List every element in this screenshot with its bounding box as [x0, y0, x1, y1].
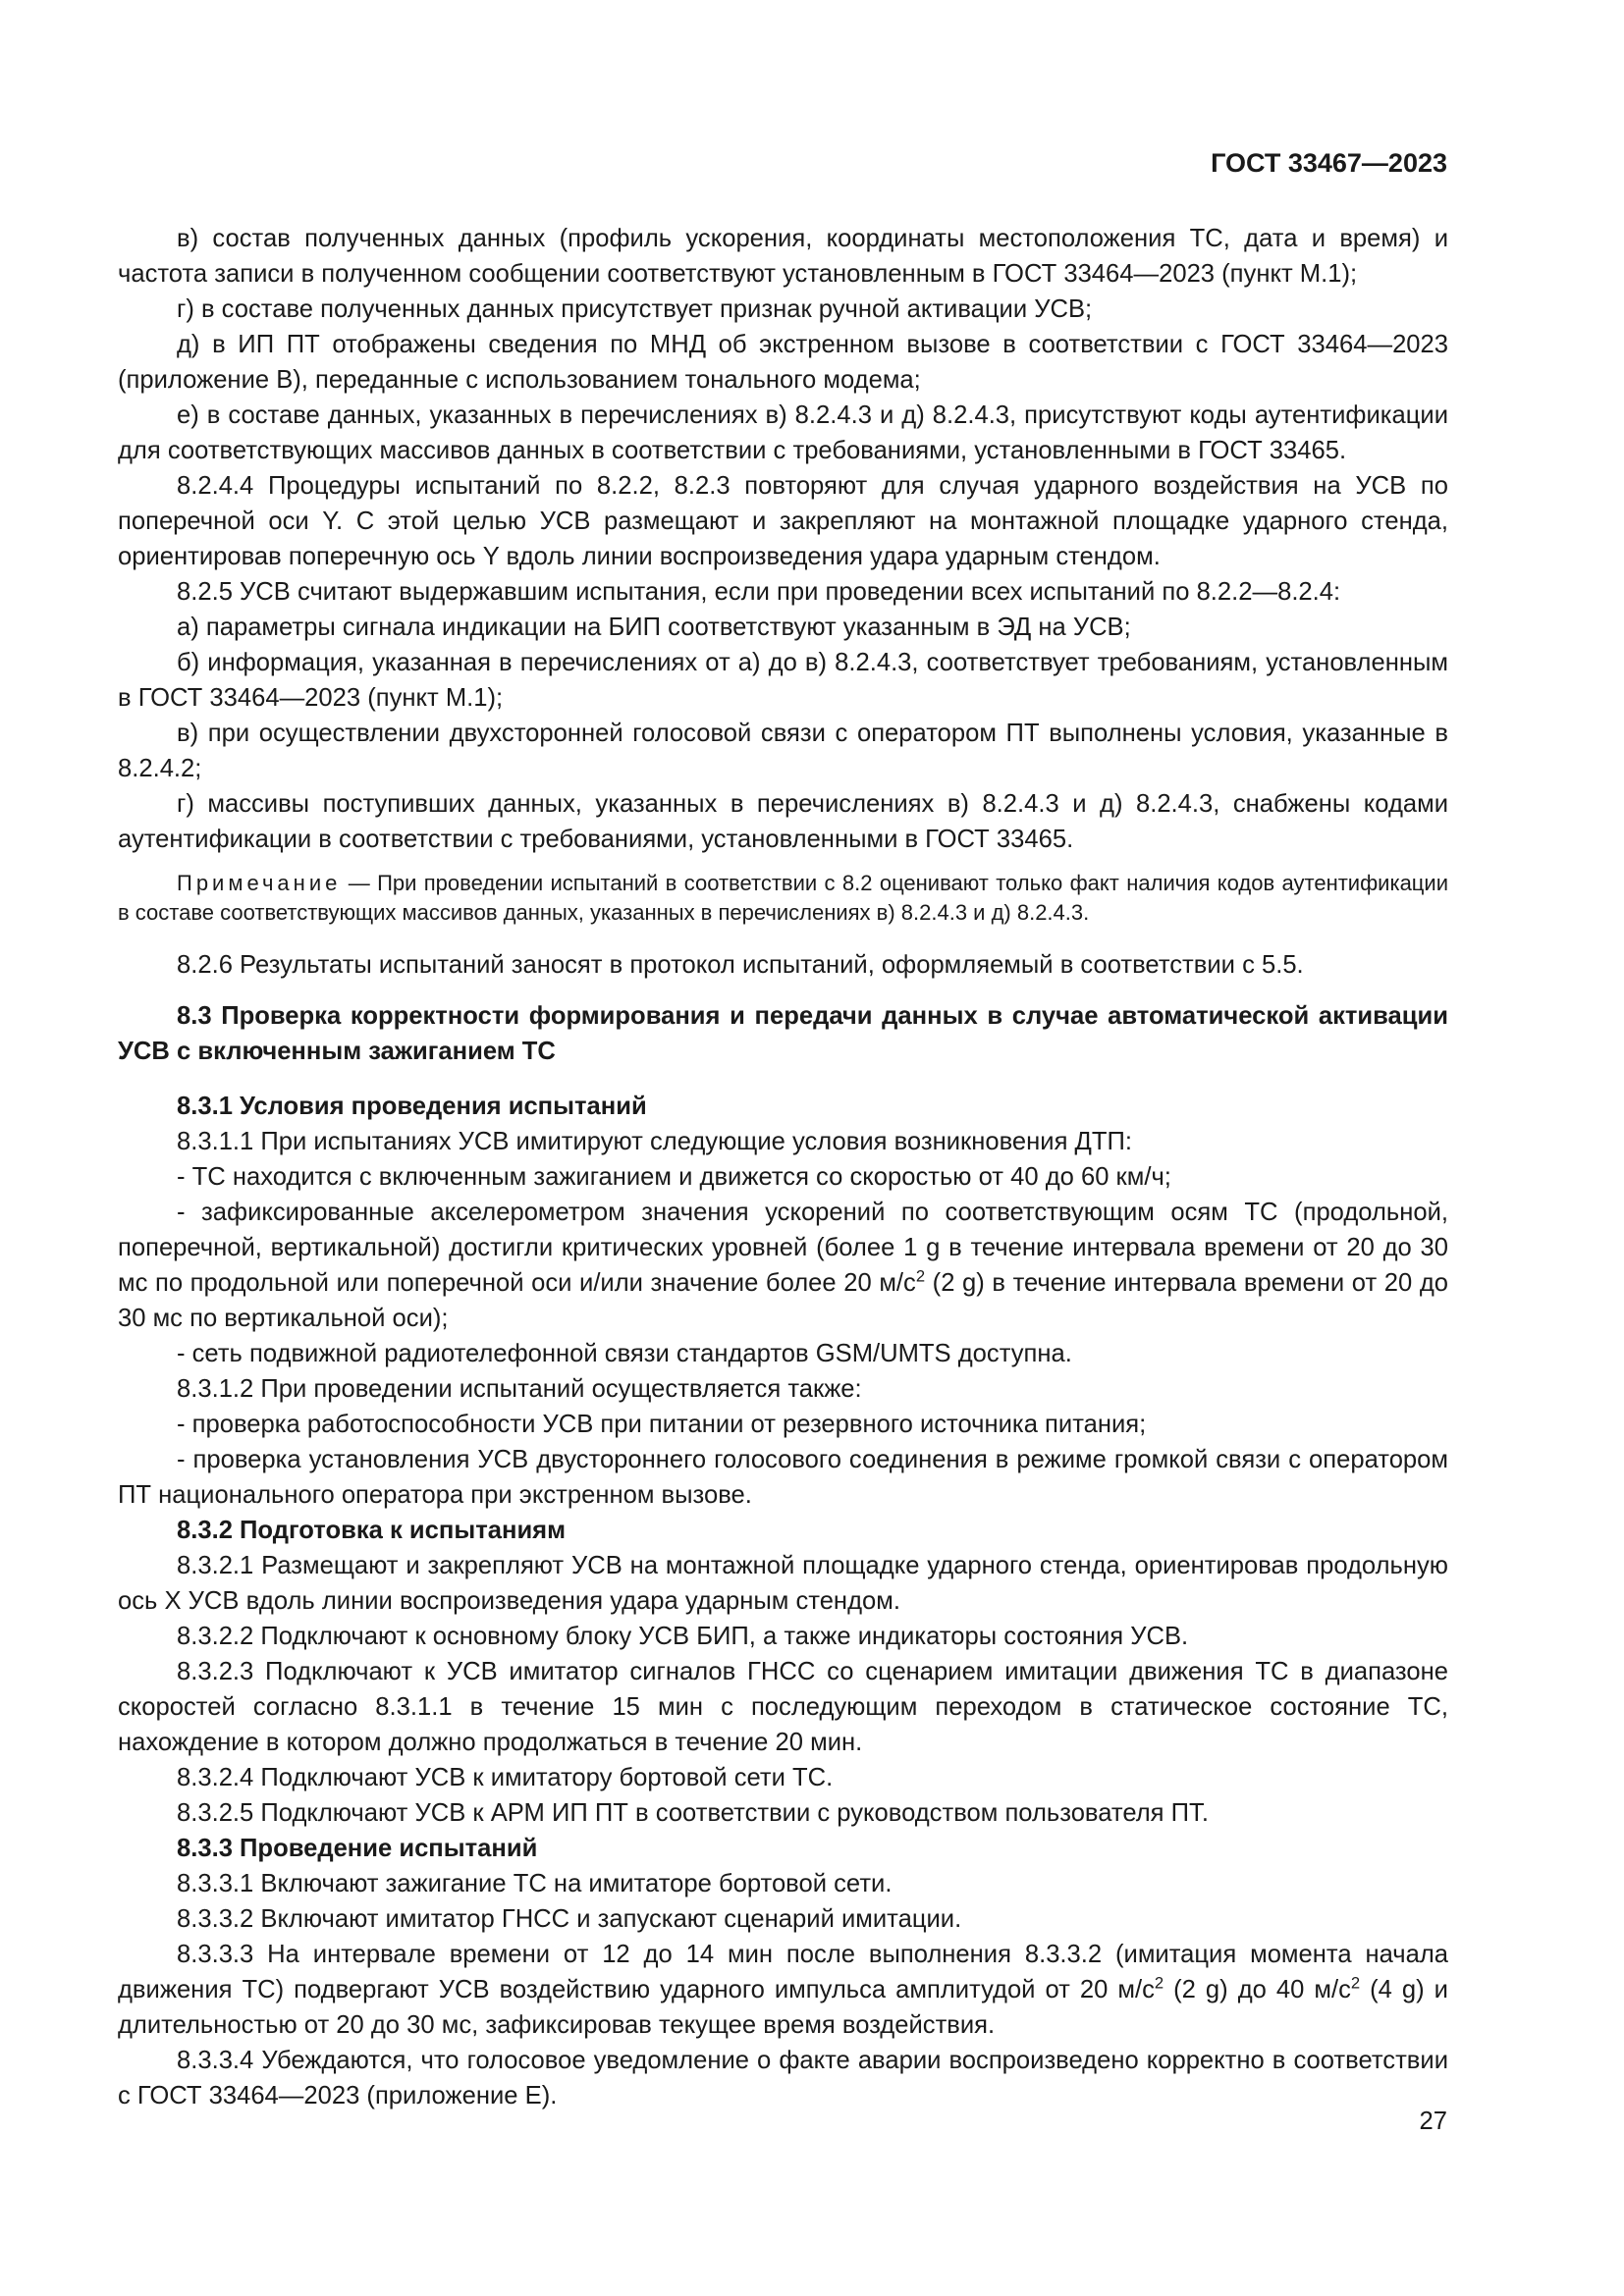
- section-heading: 8.3 Проверка корректности формирования и передачи данных в случае автоматической активации УСВ с включенным зажиганием ТС: [118, 1002, 1448, 1065]
- paragraph: 8.3.2.1 Размещают и закрепляют УСВ на монтажной площадке ударного стенда, ориентировав продольную ось X УСВ вдоль линии воспроизведения удара ударным стендом.: [118, 1552, 1448, 1615]
- paragraph: е) в составе данных, указанных в перечислениях в) 8.2.4.3 и д) 8.2.4.3, присутствуют коды аутентификации для соответствующих массивов данных в соответствии с требованиями, установленными в ГОСТ 33465.: [118, 401, 1448, 464]
- paragraph: 8.3.2.3 Подключают к УСВ имитатор сигналов ГНСС со сценарием имитации движения ТС в диапазоне скоростей согласно 8.3.1.1 в течение 15 мин с последующим переходом в статическое состояние ТС, нахождение в котором должно продолжаться в течение 20 мин.: [118, 1658, 1448, 1756]
- paragraph: б) информация, указанная в перечислениях от а) до в) 8.2.4.3, соответствует требованиям, установленным в ГОСТ 33464—2023 (пункт М.1);: [118, 649, 1448, 712]
- paragraph: 8.3.1.1 При испытаниях УСВ имитируют следующие условия возникновения ДТП:: [177, 1128, 1133, 1155]
- paragraph: г) массивы поступивших данных, указанных в перечислениях в) 8.2.4.3 и д) 8.2.4.3, снабжены кодами аутентификации в соответствии с требованиями, установленными в ГОСТ 33465.: [118, 790, 1448, 853]
- list-item: - сеть подвижной радиотелефонной связи стандартов GSM/UMTS доступна.: [177, 1340, 1072, 1367]
- paragraph: 8.2.4.4 Процедуры испытаний по 8.2.2, 8.2.3 повторяют для случая ударного воздействия на УСВ по поперечной оси Y. С этой целью УСВ размещают и закрепляют на монтажной площадке ударного стенда, ориентировав поперечную ось Y вдоль линии воспроизведения удара ударным стендом.: [118, 472, 1448, 570]
- paragraph: 8.2.6 Результаты испытаний заносят в протокол испытаний, оформляемый в соответствии с 5.5.: [177, 951, 1304, 979]
- document-code-header: ГОСТ 33467—2023: [1211, 148, 1447, 178]
- paragraph: в) при осуществлении двухсторонней голосовой связи с оператором ПТ выполнены условия, указанные в 8.2.4.2;: [118, 720, 1448, 782]
- paragraph: в) состав полученных данных (профиль ускорения, координаты местоположения ТС, дата и время) и частота записи в полученном сообщении соответствуют установленным в ГОСТ 33464—2023 (пункт М.1);: [118, 225, 1448, 288]
- paragraph: 8.3.2.5 Подключают УСВ к АРМ ИП ПТ в соответствии с руководством пользователя ПТ.: [177, 1799, 1209, 1827]
- paragraph: 8.3.1.2 При проведении испытаний осуществляется также:: [177, 1375, 862, 1403]
- note-paragraph: [118, 869, 1448, 928]
- paragraph: д) в ИП ПТ отображены сведения по МНД об экстренном вызове в соответствии с ГОСТ 33464—2023 (приложение В), переданные с использованием тонального модема;: [118, 331, 1448, 394]
- note-label: Примечание: [177, 871, 342, 895]
- list-item: - зафиксированные акселерометром значения ускорений по соответствующим осям ТС (продольной, поперечной, вертикальной) достигли критических уровней (более 1 g в течение интервала времени от 20 до 30 мс по продольной или поперечной оси и/или значение более 20 $м/с^2$ (2 g) в течение интервала времени от 20 до 30 мс по вертикальной оси);: [118, 1199, 1449, 1332]
- paragraph: 8.3.3.2 Включают имитатор ГНСС и запускают сценарий имитации.: [177, 1905, 962, 1933]
- note-text: — При проведении испытаний в соответствии с 8.2 оценивают только факт наличия кодов аутентификации в составе соответствующих массивов данных, указанных в перечислениях в) 8.2.4.3 и д) 8.2.4.3.: [118, 871, 1448, 925]
- paragraph: 8.3.2.4 Подключают УСВ к имитатору бортовой сети ТС.: [177, 1764, 834, 1791]
- list-item: - проверка работоспособности УСВ при питании от резервного источника питания;: [177, 1411, 1147, 1438]
- paragraph: 8.2.5 УСВ считают выдержавшим испытания, если при проведении всех испытаний по 8.2.2—8.2.4:: [177, 578, 1341, 606]
- paragraph: 8.3.3.1 Включают зажигание ТС на имитаторе бортовой сети.: [177, 1870, 893, 1897]
- page-number: 27: [1419, 2108, 1447, 2135]
- paragraph: а) параметры сигнала индикации на БИП соответствуют указанным в ЭД на УСВ;: [177, 614, 1131, 641]
- document-body: [118, 221, 1448, 2113]
- subsection-heading: 8.3.1 Условия проведения испытаний: [177, 1093, 647, 1120]
- subsection-heading: 8.3.3 Проведение испытаний: [177, 1835, 538, 1862]
- list-item: - проверка установления УСВ двустороннего голосового соединения в режиме громкой связи с оператором ПТ национального оператора при экстренном вызове.: [118, 1446, 1448, 1509]
- paragraph: г) в составе полученных данных присутствует признак ручной активации УСВ;: [177, 295, 1093, 323]
- paragraph: 8.3.3.3 На интервале времени от 12 до 14 мин после выполнения 8.3.3.2 (имитация момента начала движения ТС) подвергают УСВ воздействию ударного импульса амплитудой от 20 $м/с^2$ (2 g) до 40 $м/с^2$ (4 g) и длительностью от 20 до 30 мс, зафиксировав текущее время воздействия.: [118, 1941, 1448, 2039]
- paragraph: 8.3.2.2 Подключают к основному блоку УСВ БИП, а также индикаторы состояния УСВ.: [177, 1623, 1189, 1650]
- subsection-heading: 8.3.2 Подготовка к испытаниям: [177, 1517, 567, 1544]
- paragraph: 8.3.3.4 Убеждаются, что голосовое уведомление о факте аварии воспроизведено корректно в соответствии с ГОСТ 33464—2023 (приложение Е).: [118, 2047, 1448, 2109]
- list-item: - ТС находится с включенным зажиганием и движется со скоростью от 40 до 60 км/ч;: [177, 1163, 1171, 1191]
